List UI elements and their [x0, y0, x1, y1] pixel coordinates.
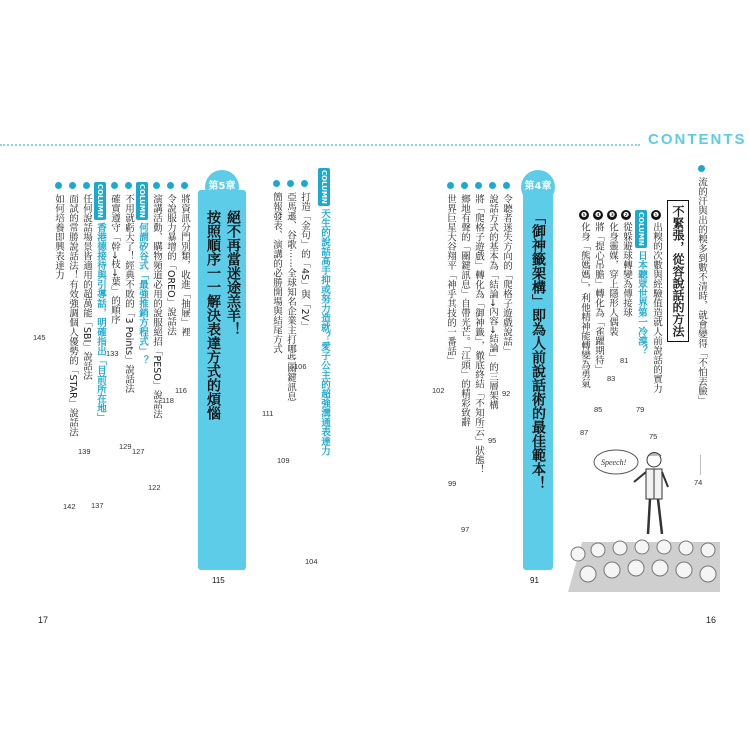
list-item: 確實遵守「幹→枝→葉」的順序	[108, 182, 120, 324]
page-number: 145	[33, 333, 46, 342]
contents-heading: CONTENTS	[648, 131, 747, 148]
list-item: 簡報發表、演講的必勝開場與結尾方式	[270, 180, 282, 354]
list-item: 流的汗與出的糗多到數不清時，就會變得「不怕丟臉」	[695, 165, 707, 405]
folio-right: 16	[706, 615, 717, 625]
page-number: 83	[607, 374, 616, 383]
list-item: 鄉地有聲的「關鍵訊息」自帶光芒。「江頭」的精彩致辭	[458, 182, 470, 427]
page-number: 116	[175, 386, 187, 395]
list-item: ❸化身靈媒，穿上隱形人偶裝	[607, 211, 618, 336]
page-number: 129	[119, 442, 132, 451]
page-number: 95	[488, 436, 497, 445]
page-number: 75	[649, 432, 658, 441]
page-number: 79	[636, 405, 645, 414]
page-number: 74	[694, 478, 703, 487]
page-number: 133	[106, 349, 119, 358]
page-number: 127	[132, 447, 145, 456]
list-item: 世界巨星大谷翔平「神乎其技的一番話」	[444, 182, 456, 365]
column-callout: COLUMN天生的說話高手抑或努力造就？愛子公主的超強溝通表達力	[319, 170, 330, 456]
list-item: 任何說話場景皆適用的超萬能「SBI」說話法	[80, 182, 92, 380]
page-number: 97	[461, 525, 470, 534]
page-number: 104	[305, 557, 318, 566]
page-number: 109	[277, 456, 290, 465]
column-callout: COLUMN何謂矽谷式「最強推銷方程式」？	[137, 184, 148, 366]
column-callout: COLUMN香港德接待與引導話，明確指出「目前所在地」	[95, 184, 106, 423]
page-number: 139	[78, 447, 91, 456]
speaker-illustration	[568, 442, 720, 592]
list-item: 打造「金句」的「4S」與「2V」	[298, 180, 310, 331]
chapter-title: 絕不再當迷途羔羊！	[225, 210, 241, 336]
chapter-badge: 第5章	[205, 170, 239, 204]
list-item: ❷從躲避球轉變為傳接球	[621, 211, 632, 317]
page-number: 137	[91, 501, 104, 510]
list-item: 面試的常勝說話法！有效強調個人優勢的「STAR」說話法	[66, 182, 78, 437]
page-number: 87	[580, 428, 589, 437]
page-number: 85	[594, 405, 603, 414]
list-item: ❹將「提心吊膽」轉化為「雀躍期待」	[593, 211, 604, 374]
list-item: 不用就虧大了！經典不敗的「3 Points」說話法	[122, 182, 134, 393]
chapter-subtitle: 按照順序一一解決表達方式的煩惱	[205, 210, 221, 420]
list-item: 演講活動、購物頻道必用的說服絕招「PESO」說話法	[150, 182, 162, 419]
page-number: 102	[432, 386, 445, 395]
page-number: 99	[448, 479, 457, 488]
page-number: 106	[294, 362, 307, 371]
header-rule	[0, 144, 640, 146]
list-item: 說話方式的基本為「結論→內容→結論」的三層架構	[486, 182, 498, 409]
list-item: 令說服力暴增的「OREO」說話法	[164, 182, 176, 336]
page-number: 142	[63, 502, 76, 511]
list-item: 令聽者迷失方向的「爬格子遊戲說話」	[500, 182, 512, 356]
page-number: 122	[148, 483, 161, 492]
list-item: 將「爬格子遊戲」轉化為「御神籤」，徹底終結「不知所云」狀態！	[472, 182, 484, 474]
speech-bubble-text: Speech!	[601, 458, 627, 467]
chapter-title: 「御神籤架構」即為人前說話術的最佳範本！	[530, 210, 546, 490]
chapter-badge: 第4章	[521, 170, 555, 204]
list-item: 如何培養即興表達力	[52, 182, 64, 280]
chapter-page-number: 115	[212, 576, 225, 585]
list-item: ❶出糗的次數與經驗值造就人前說話的實力	[651, 211, 662, 393]
list-item: 亞馬遜、谷歌⋯⋯全球知名企業主打哪些關鍵訊息	[284, 180, 296, 401]
folio-left: 17	[38, 615, 49, 625]
section-box: 不緊張，從容說話的方法	[667, 200, 689, 342]
page-number: 111	[262, 409, 274, 418]
chapter-page-number: 91	[530, 576, 539, 585]
page-number: 118	[162, 396, 174, 405]
page-number: 81	[620, 356, 629, 365]
page-number: 92	[502, 389, 511, 398]
column-callout: COLUMN日本聽眾世界第一冷漠？	[636, 212, 647, 356]
list-item: 將資訊分門別類，收進「抽屜」裡	[178, 182, 190, 337]
list-item: ❺化身「熊媽媽」，利他精神能轉變為勇氣	[579, 211, 590, 389]
